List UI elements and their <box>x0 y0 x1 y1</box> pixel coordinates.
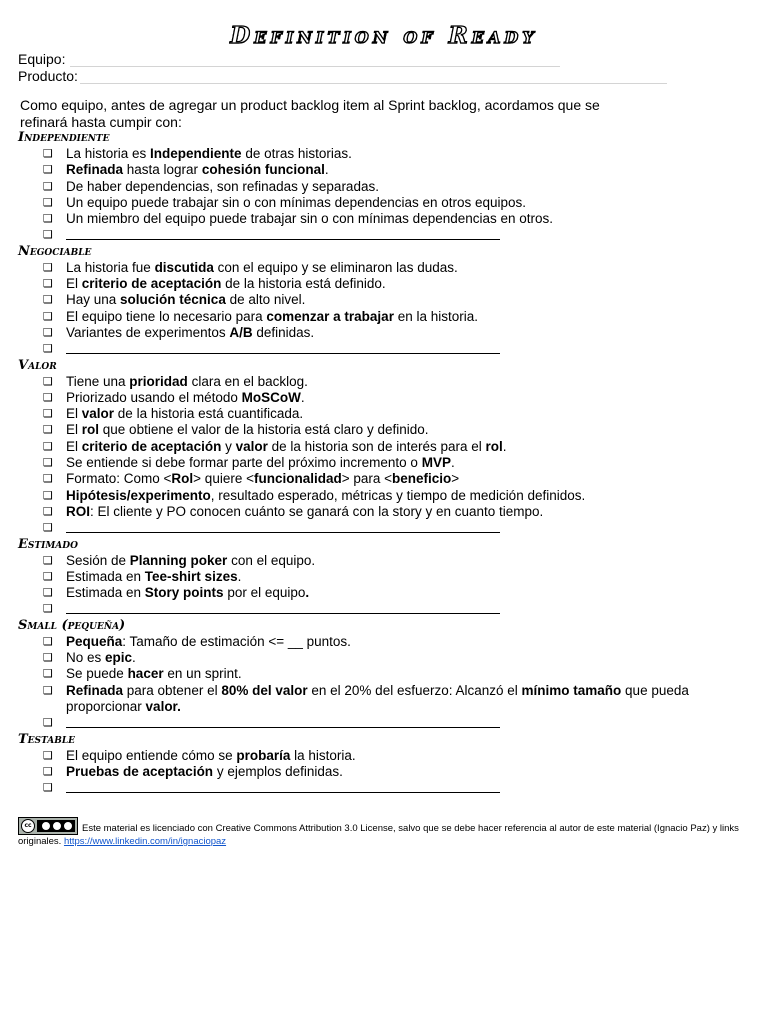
checklist-item <box>18 748 758 764</box>
equipo-underline[interactable] <box>70 66 560 67</box>
item-text: Se entiende si debe formar parte del próximo incremento o <box>66 455 422 471</box>
item-text: Se puede <box>66 666 128 682</box>
item-text: Priorizado usando el método <box>66 389 242 405</box>
checkbox-icon[interactable]: ❑ <box>43 179 53 193</box>
item-text: con el equipo y se eliminaron las dudas. <box>213 259 458 275</box>
section-title: Small (pequeña) <box>18 617 126 633</box>
blank-checklist-item[interactable] <box>18 227 758 243</box>
item-text: El <box>66 406 82 422</box>
item-text: . <box>132 650 136 666</box>
checkbox-icon[interactable]: ❑ <box>43 163 53 177</box>
item-text: . <box>300 389 305 405</box>
checklist-items <box>18 374 758 537</box>
item-text: Hay una <box>66 292 121 308</box>
checkbox-icon[interactable]: ❑ <box>43 472 53 486</box>
checklist-item <box>18 211 758 227</box>
bold-text: Pruebas de aceptación <box>66 763 214 779</box>
item-text: definidas. <box>252 324 315 340</box>
checklist-item <box>18 390 758 406</box>
checkbox-icon[interactable]: ❑ <box>43 325 53 339</box>
item-text: y <box>221 438 236 454</box>
item-text: de la historia son de interés para el <box>267 438 486 454</box>
checklist-item <box>18 764 758 780</box>
section-title: Negociable <box>18 243 92 259</box>
bold-text: Refinada <box>66 682 124 698</box>
item-text: Formato: Como < <box>66 471 172 487</box>
checkbox-icon[interactable]: ❑ <box>43 456 53 470</box>
producto-label: Producto: <box>18 68 78 84</box>
item-text: : Tamaño de estimación <= __ puntos. <box>122 633 351 649</box>
checklist-item <box>18 309 758 325</box>
blank-checklist-item[interactable] <box>18 520 758 536</box>
bold-text: hacer <box>127 666 164 682</box>
item-text: clara en el backlog. <box>187 373 308 389</box>
item-text: La historia fue <box>66 259 155 275</box>
item-text: hasta lograr <box>123 162 202 178</box>
item-text: No es <box>66 650 106 666</box>
checklist-item <box>18 292 758 308</box>
bold-text: valor. <box>145 698 181 714</box>
linkedin-link[interactable]: https://www.linkedin.com/in/ignaciopaz <box>63 836 227 847</box>
checkbox-icon[interactable]: ❑ <box>43 634 53 648</box>
checklist-item <box>18 666 758 682</box>
license-footer <box>18 817 748 848</box>
item-text: > para < <box>341 471 393 487</box>
bold-text: funcionalidad <box>253 471 342 487</box>
item-text: de otras historias. <box>241 146 352 161</box>
checklist-items <box>18 553 758 618</box>
checkbox-icon[interactable]: ❑ <box>43 488 53 502</box>
item-text: : El cliente y PO conocen cuánto se ganará con la story y en cuanto tiempo. <box>90 503 544 519</box>
checklist-item <box>18 374 758 390</box>
checkbox-icon[interactable]: ❑ <box>43 602 53 616</box>
checkbox-icon[interactable]: ❑ <box>43 390 53 404</box>
checklist-item <box>18 325 758 341</box>
intro-text: Como equipo, antes de agregar un product backlog item al Sprint backlog, acordamos que se refinará hasta cumpir con: <box>20 97 600 130</box>
bold-text: comenzar a trabajar <box>266 308 394 324</box>
checklist-item <box>18 162 758 178</box>
bold-text: valor <box>235 438 268 454</box>
blank-checklist-item[interactable] <box>18 601 758 617</box>
item-text: La historia es <box>66 146 151 161</box>
bold-text: epic <box>105 650 133 666</box>
blank-checklist-item[interactable] <box>18 780 758 796</box>
item-text: Variantes de experimentos <box>66 324 230 340</box>
checkbox-icon[interactable]: ❑ <box>43 277 53 291</box>
item-text: de la historia está definido. <box>221 276 386 292</box>
bold-text: MVP <box>421 455 451 471</box>
bold-text: criterio de aceptación <box>81 276 222 292</box>
item-text: por el equipo <box>223 585 306 601</box>
item-text: El <box>66 422 82 438</box>
item-text: en la historia. <box>393 308 478 324</box>
checkbox-icon[interactable]: ❑ <box>43 553 53 567</box>
cc-license-icon: cc <box>18 817 78 835</box>
checklist-item <box>18 504 758 520</box>
item-text: que pueda proporcionar <box>66 682 689 714</box>
producto-underline[interactable] <box>80 83 667 84</box>
checklist-items <box>18 260 758 358</box>
document-title: Definition of Ready <box>0 22 768 50</box>
equipo-field[interactable] <box>18 51 65 68</box>
bold-text: 80% del valor <box>221 682 308 698</box>
bold-text: Story points <box>144 585 224 601</box>
bold-text: beneficio <box>392 471 452 487</box>
checklist-item <box>18 439 758 455</box>
item-text: Un miembro del equipo puede trabajar sin o con mínimas dependencias en otros. <box>66 211 554 227</box>
checkbox-icon[interactable]: ❑ <box>43 521 53 535</box>
blank-checklist-item[interactable] <box>18 715 758 731</box>
checkbox-icon[interactable]: ❑ <box>43 716 53 730</box>
blank-checklist-item[interactable] <box>18 341 758 357</box>
checkbox-icon[interactable]: ❑ <box>43 569 53 583</box>
checklist-item <box>18 422 758 438</box>
checkbox-icon[interactable]: ❑ <box>43 212 53 226</box>
checklist-items <box>18 146 758 244</box>
checkbox-icon[interactable]: ❑ <box>43 228 53 242</box>
checklist-item <box>18 260 758 276</box>
equipo-label: Equipo: <box>18 51 66 67</box>
item-text: con el equipo. <box>227 552 316 568</box>
bold-text: MoSCoW <box>241 389 301 405</box>
item-text: De haber dependencias, son refinadas y separadas. <box>66 178 379 194</box>
bold-text: cohesión funcional <box>201 162 325 178</box>
checklist <box>18 130 758 796</box>
item-text: en un sprint. <box>163 666 242 682</box>
license-text: Este material es licenciado con Creative Commons Attribution 3.0 License, salvo que se debe hacer referencia al autor de este material (Ignacio Paz) y links originales. <box>18 823 739 847</box>
bold-text: criterio de aceptación <box>81 438 222 454</box>
checklist-item <box>18 488 758 504</box>
checklist-item <box>18 683 758 716</box>
item-text: Estimada en <box>66 585 145 601</box>
bold-text: Pequeña <box>66 633 123 649</box>
item-text: de alto nivel. <box>225 292 306 308</box>
checklist-items <box>18 634 758 732</box>
checkbox-icon[interactable]: ❑ <box>43 748 53 762</box>
bold-text: Refinada <box>66 162 124 178</box>
checklist-item <box>18 585 758 601</box>
item-text: . <box>450 455 455 471</box>
section-title: Valor <box>18 357 57 373</box>
checkbox-icon[interactable]: ❑ <box>43 293 53 307</box>
checkbox-icon[interactable]: ❑ <box>43 309 53 323</box>
bold-text: Tee-shirt sizes <box>144 568 238 584</box>
fill-in-line[interactable] <box>66 353 500 354</box>
producto-field[interactable] <box>18 68 78 85</box>
item-text: Estimada en <box>66 568 145 584</box>
checklist-item <box>18 455 758 471</box>
checkbox-icon[interactable]: ❑ <box>43 504 53 518</box>
item-text: > quiere < <box>193 471 254 487</box>
item-text: y ejemplos definidas. <box>213 763 343 779</box>
checkbox-icon[interactable]: ❑ <box>43 781 53 795</box>
checkbox-icon[interactable]: ❑ <box>43 683 53 697</box>
bold-text: discutida <box>154 259 214 275</box>
item-text: . <box>502 438 507 454</box>
bold-text: valor <box>81 406 115 422</box>
bold-text: prioridad <box>129 373 188 389</box>
checklist-item <box>18 471 758 487</box>
checklist-item <box>18 650 758 666</box>
section-title: Estimado <box>18 536 78 552</box>
item-text: Tiene una <box>66 373 130 389</box>
bold-text: Rol <box>171 471 194 487</box>
item-text: . <box>237 568 242 584</box>
checkbox-icon[interactable]: ❑ <box>43 423 53 437</box>
bold-text: Hipótesis/experimento <box>66 487 211 503</box>
bold-text: . <box>305 585 310 601</box>
bold-text: probaría <box>236 747 291 763</box>
item-text: Sesión de <box>66 552 130 568</box>
checklist-item <box>18 553 758 569</box>
item-text: El equipo tiene lo necesario para <box>66 308 267 324</box>
fill-in-line[interactable] <box>66 792 500 793</box>
item-text: que obtiene el valor de la historia está claro y definido. <box>99 422 429 438</box>
bold-text: ROI <box>66 503 91 519</box>
checklist-item <box>18 569 758 585</box>
checklist-item <box>18 146 758 162</box>
checkbox-icon[interactable]: ❑ <box>43 439 53 453</box>
checkbox-icon[interactable]: ❑ <box>43 651 53 665</box>
fill-in-line[interactable] <box>66 532 500 533</box>
fill-in-line[interactable] <box>66 239 500 240</box>
fill-in-line[interactable] <box>66 613 500 614</box>
item-text: El equipo entiende cómo se <box>66 747 237 763</box>
checkbox-icon[interactable]: ❑ <box>43 147 53 160</box>
item-text: la historia. <box>290 747 356 763</box>
item-text: en el 20% del esfuerzo: Alcanzó el <box>307 682 522 698</box>
item-text: > <box>451 471 460 487</box>
item-text: Un equipo puede trabajar sin o con mínimas dependencias en otros equipos. <box>66 194 527 210</box>
bold-text: A/B <box>229 324 253 340</box>
bold-text: rol <box>81 422 100 438</box>
checkbox-icon[interactable]: ❑ <box>43 764 53 778</box>
checkbox-icon[interactable]: ❑ <box>43 407 53 421</box>
section-title: Independiente <box>18 130 110 145</box>
item-text: El <box>66 438 82 454</box>
item-text: de la historia está cuantificada. <box>114 406 304 422</box>
bold-text: solución técnica <box>120 292 226 308</box>
fill-in-line[interactable] <box>66 727 500 728</box>
item-text: El <box>66 276 82 292</box>
checklist-items <box>18 748 758 797</box>
checkbox-icon[interactable]: ❑ <box>43 342 53 356</box>
bold-text: rol <box>485 438 503 454</box>
section-title: Testable <box>18 731 76 747</box>
checklist-item <box>18 406 758 422</box>
item-text: . <box>324 162 329 178</box>
checkbox-icon[interactable]: ❑ <box>43 667 53 681</box>
checklist-item <box>18 634 758 650</box>
checkbox-icon[interactable]: ❑ <box>43 260 53 274</box>
checklist-item <box>18 179 758 195</box>
checkbox-icon[interactable]: ❑ <box>43 195 53 209</box>
bold-text: mínimo tamaño <box>521 682 622 698</box>
checklist-item <box>18 195 758 211</box>
item-text: , resultado esperado, métricas y tiempo de medición definidos. <box>210 487 586 503</box>
item-text: para obtener el <box>123 682 222 698</box>
checkbox-icon[interactable]: ❑ <box>43 586 53 600</box>
checklist-item <box>18 276 758 292</box>
checkbox-icon[interactable]: ❑ <box>43 374 53 388</box>
bold-text: Planning poker <box>129 552 228 568</box>
bold-text: Independiente <box>150 146 242 161</box>
